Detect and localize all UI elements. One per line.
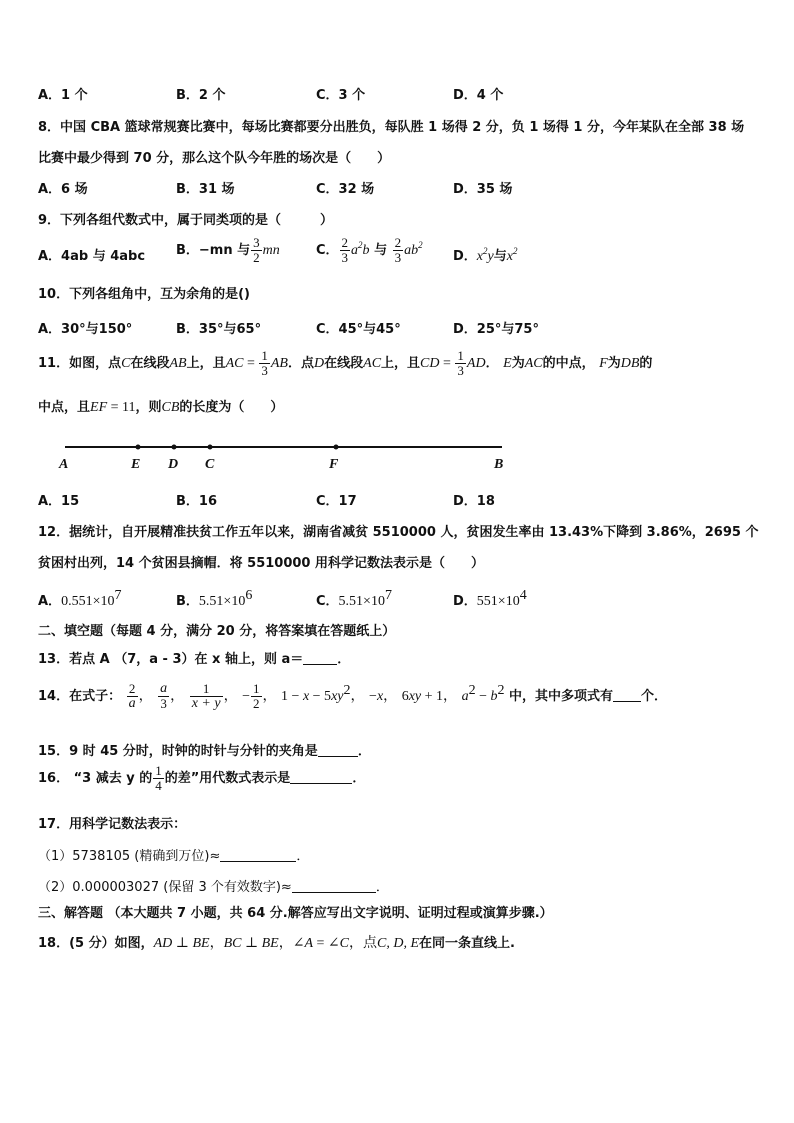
q7-option-b: B．2 个 <box>176 88 226 103</box>
q8-option-c: C．32 场 <box>316 182 375 197</box>
q14-answer-blank <box>613 689 641 702</box>
q9-option-c: C． $\frac{2}{3}$ $a^2b$ 与 $\frac{2}{3}$ $ab^2$ <box>316 235 423 265</box>
point-d-label: D <box>168 457 179 472</box>
q10-option-c: C．45°与45° <box>316 322 401 337</box>
q7-option-a: A．1 个 <box>38 88 88 103</box>
q16: 16． “3 减去 y 的 $\frac{1}{4}$ 的差”用代数式表示是 ． <box>38 763 366 793</box>
q15-answer-blank <box>318 744 358 757</box>
q11-stem-line2: 中点，且EF = 11，则CB的长度为（ ） <box>38 400 284 415</box>
q8-option-a: A．6 场 <box>38 182 88 197</box>
q14: 14．在式子： $\frac{2}{a}$ ， $\frac{a}{3}$ ， $\frac{1}{x + y}$ ， − $\frac{1}{2}$ ， $1 - x - 5xy^2$， −x， 6xy + 1， $a^2 - b^2$ 中，其中多项式有 个． <box>38 681 668 711</box>
section-fill-in-heading: 二、填空题（每题 4 分，满分 20 分，将答案填在答题纸上） <box>38 624 396 639</box>
point-e-label: E <box>131 457 141 472</box>
point-d-dot <box>172 445 177 450</box>
q17-stem: 17．用科学记数法表示： <box>38 817 187 832</box>
q10-option-b: B．35°与65° <box>176 322 262 337</box>
q12-option-a: A．$0.551\times 10^7$ <box>38 588 122 609</box>
section-solutions-heading: 三、解答题 （本大题共 7 小题，共 64 分.解答应写出文字说明、证明过程或演算步骤.） <box>38 906 553 921</box>
q7-option-d: D．4 个 <box>453 88 504 103</box>
q11-option-c: C．17 <box>316 494 357 509</box>
point-f-label: F <box>329 457 339 472</box>
q8-stem-line2: 比赛中最少得到 70 分，那么这个队今年胜的场次是（ ） <box>38 151 391 166</box>
point-c-dot <box>208 445 213 450</box>
line-segment-figure <box>55 436 515 476</box>
q7-option-c: C．3 个 <box>316 88 366 103</box>
q17-part1: （1）5738105 (精确到万位)≈ ． <box>38 849 310 864</box>
q9-option-a: A．4ab 与 4abc <box>38 249 146 264</box>
q12-option-b: B．$5.51\times 10^6$ <box>176 588 253 609</box>
q10-stem: 10．下列各组角中，互为余角的是() <box>38 287 250 302</box>
q17-part1-blank <box>220 849 296 862</box>
point-a-label: A <box>59 457 69 472</box>
point-f-dot <box>334 445 339 450</box>
q9-option-b: B．−mn 与 $\frac{3}{2}$ mn <box>176 235 280 265</box>
q11-stem-line1: 11．如图，点C在线段AB上，且AC = $\frac{1}{3}$ AB．点D在线段AC上，且CD = $\frac{1}{3}$ AD． E为AC的中点， F为DB的 <box>38 348 653 378</box>
q8-stem-line1: 8．中国 CBA 篮球常规赛比赛中，每场比赛都要分出胜负，每队胜 1 场得 2 分，负 1 场得 1 分，今年某队在全部 38 场 <box>38 120 745 135</box>
point-e-dot <box>136 445 141 450</box>
q15: 15．9 时 45 分时，时钟的时针与分针的夹角是 ． <box>38 744 371 759</box>
q9-option-d: D．$x^2y$与$x^2$ <box>453 246 518 264</box>
q13-answer-blank <box>303 652 337 665</box>
q12-option-d: D．$551\times 10^4$ <box>453 588 527 609</box>
q11-option-b: B．16 <box>176 494 217 509</box>
q13: 13．若点 A （7，a - 3）在 x 轴上，则 a＝ ． <box>38 652 351 667</box>
q8-option-d: D．35 场 <box>453 182 513 197</box>
q18: 18．(5 分）如图，AD ⊥ BE，BC ⊥ BE，∠A = ∠C，点C, D, E在同一条直线上. <box>38 936 515 951</box>
point-b-label: B <box>494 457 504 472</box>
q12-option-c: C．$5.51\times 10^7$ <box>316 588 392 609</box>
q16-answer-blank <box>290 771 352 784</box>
q12-stem-line1: 12．据统计，自开展精准扶贫工作五年以来，湖南省减贫 5510000 人，贫困发生率由 13.43%下降到 3.86%，2695 个 <box>38 525 759 540</box>
q17-part2: （2）0.000003027 (保留 3 个有效数字)≈ ． <box>38 880 389 895</box>
q10-option-a: A．30°与150° <box>38 322 133 337</box>
q9-stem: 9．下列各组代数式中，属于同类项的是（ ） <box>38 213 334 228</box>
q11-option-d: D．18 <box>453 494 495 509</box>
q11-option-a: A．15 <box>38 494 80 509</box>
q17-part2-blank <box>292 880 376 893</box>
q8-option-b: B．31 场 <box>176 182 235 197</box>
q12-stem-line2: 贫困村出列，14 个贫困县摘帽．将 5510000 用科学记数法表示是（ ） <box>38 556 484 571</box>
q10-option-d: D．25°与75° <box>453 322 539 337</box>
point-c-label: C <box>205 457 215 472</box>
